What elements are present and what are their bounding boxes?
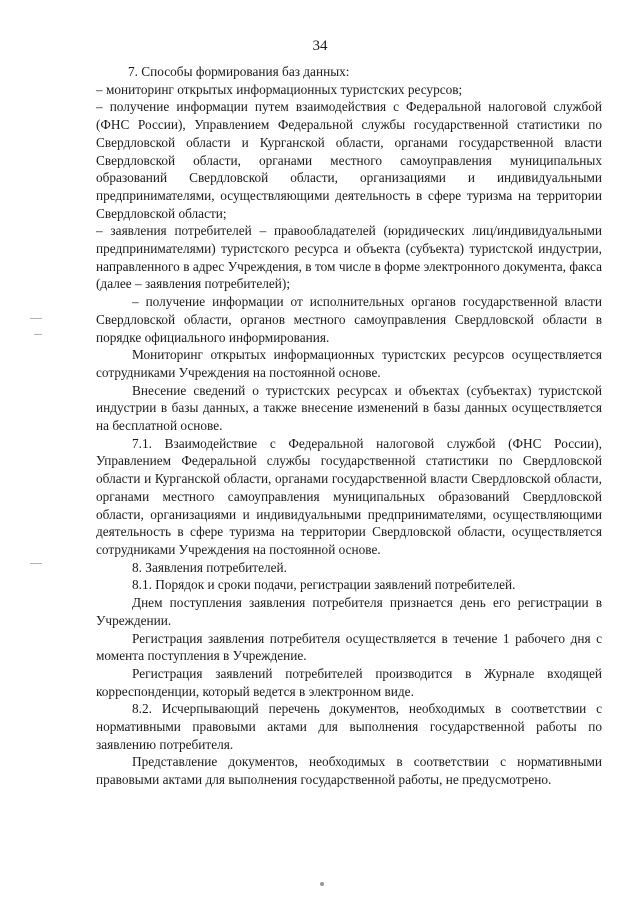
paragraph-p8: 7.1. Взаимодействие с Федеральной налоговой службой (ФНС России), Управлением Федеральной службы государственной статистики по Свердловской области и Курганской области, органами государственной власти Свердловской области, органами местного самоуправления муниципальных образований Свердловской области, организациями и индивидуальными предпринимателями, осуществляющими деятельность в сфере туризма на территории Свердловской области, осуществляется сотрудниками Учреждения на постоянной основе.	[96, 435, 602, 557]
scan-dot	[320, 882, 324, 886]
paragraph-p6: Мониторинг открытых информационных туристских ресурсов осуществляется сотрудниками Учреждения на постоянной основе.	[96, 347, 602, 380]
paragraph-p12: Регистрация заявления потребителя осуществляется в течение 1 рабочего дня с момента поступления в Учреждение.	[96, 630, 602, 664]
paragraph-p4: – заявления потребителей – правообладателей (юридических лиц/индивидуальными предпринимателями) туристского ресурса и объекта (субъекта) туристской индустрии, направленного в адрес Учреждения, в том числе в форме электронного документа, факса (далее – заявления потребителей);	[96, 223, 602, 292]
margin-mark	[30, 563, 42, 564]
paragraph-p1: 7. Способы формирования баз данных:	[128, 64, 350, 79]
paragraph-p10: 8.1. Порядок и сроки подачи, регистрации заявлений потребителей.	[132, 577, 516, 593]
paragraph-p5: – получение информации от исполнительных органов государственной власти Свердловской области, органов местного самоуправления Свердловской области в порядке официального информирования.	[96, 294, 602, 345]
paragraph-p13: Регистрация заявлений потребителей производится в Журнале входящей корреспонденции, который ведется в электронном виде.	[96, 665, 602, 699]
paragraph-p11: Днем поступления заявления потребителя признается день его регистрации в Учреждении.	[96, 595, 602, 628]
page-number: 34	[312, 38, 328, 54]
document-body	[96, 63, 602, 789]
paragraph-p7: Внесение сведений о туристских ресурсах и объектах (субъектах) туристской индустрии в базы данных, а также внесение изменений в базы данных осуществляется на бесплатной основе.	[96, 382, 602, 434]
margin-mark	[34, 334, 42, 335]
paragraph-p3: – получение информации путем взаимодействия с Федеральной налоговой службой (ФНС России), Управлением Федеральной службы государственной статистики по Свердловской области и Курганской области, органами государственной власти Свердловской области, органами местного самоуправления муниципальных образований Свердловской области, организациями и индивидуальными предпринимателями, осуществляющими деятельность в сфере туризма на территории Свердловской области;	[96, 99, 602, 221]
paragraph-p14: 8.2. Исчерпывающий перечень документов, необходимых в соответствии с нормативными правовыми актами для выполнения государственной работы по заявлению потребителя.	[96, 701, 602, 752]
paragraph-p15: Представление документов, необходимых в соответствии с нормативными правовыми актами для выполнения государственной работы, не предусмотрено.	[96, 754, 602, 788]
margin-mark	[30, 318, 42, 319]
paragraph-p2: – мониторинг открытых информационных туристских ресурсов;	[96, 81, 463, 97]
paragraph-p9: 8. Заявления потребителей.	[132, 559, 287, 575]
